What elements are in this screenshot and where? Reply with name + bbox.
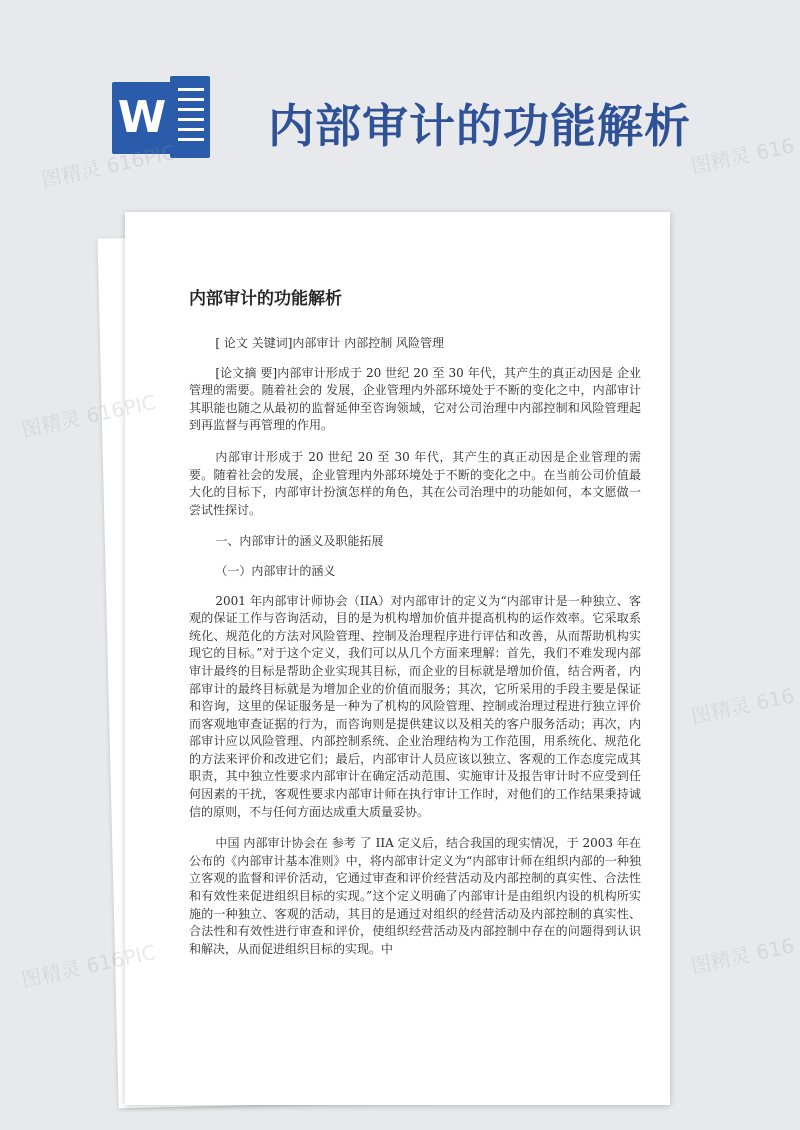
body-paragraph: 中国 内部审计协会在 参考 了 IIA 定义后，结合我国的现实情况，于 2003 年在公布的《内部审计基本准则》中，将内部审计定义为“内部审计师在组织内部的一种独立客观的监督和评价活动，它通过审查和评价经营活动及内部控制的真实性、合法性和有效性来促进组织目标的实现。”这个定义明确了内部审计是由组织内设的机构所实施的一种独立、客观的活动，其目的是通过对组织的经营活动及内部控制的真实性、合法性和有效性进行审查和评价，使组织经营活动及内部控制中存在的问题得到认识和解决，从而促进组织目标的实现。中: [189, 836, 641, 956]
subsection-heading: （一）内部审计的涵义: [215, 563, 336, 578]
body-paragraph: 2001 年内部审计师协会（IIA）对内部审计的定义为“内部审计是一种独立、客观的保证工作与咨询活动，目的是为机构增加价值并提高机构的运作效率。它采取系统化、规范化的方法对风险管理、控制及治理程序进行评估和改善，从而帮助机构实现它的目标。”对于这个定义，我们可以从几个方面来理解：首先，我们不难发现内部审计最终的目标是帮助企业实现其目标，而企业的目标就是增加价值，结合两者，内部审计的最终目标就是为增加企业的价值而服务；其次，它所采用的手段主要是保证和咨询，这里的保证服务是一种为了机构的风险管理、控制或治理过程进行独立评价而客观地审查证据的行为，而咨询则是提供建议以及相关的客户服务活动；再次，内部审计应以风险管理、内部控制系统、企业治理结构为工作范围，用系统化、规范化的方法来评价和改进它们；最后，内部审计人员应该以独立、客观的工作态度完成其职责，其中独立性要求内部审计在确定活动范围、实施审计及报告审计时不应受到任何因素的干扰，客观性要求内部审计师在执行审计工作时，对他们的工作结果秉持诚信的原则，不与任何方面达成重大质量妥协。: [189, 593, 641, 819]
watermark: 图精灵 616PIC: [19, 390, 158, 442]
word-logo-lines: [170, 76, 210, 158]
watermark: 图精灵 616PIC: [39, 140, 178, 192]
page-header: [0, 0, 800, 200]
watermark: 图精灵 616PIC: [19, 940, 158, 992]
keywords-paragraph: [ 论文 关键词]内部审计 内部控制 风险管理: [215, 336, 445, 350]
intro-paragraph: 内部审计形成于 20 世纪 20 至 30 年代，其产生的真正动因是企业管理的需要。随着社会的发展，企业管理内外部环境处于不断的变化之中。在当前公司价值最大化的目标下，内部审计扮演怎样的角色，其在公司治理中的功能如何，本文愿做一尝试性探讨。: [189, 449, 641, 517]
header-title: 内部审计的功能解析: [268, 99, 691, 153]
section-heading: 一、内部审计的涵义及职能拓展: [215, 534, 384, 549]
word-document-icon: [112, 76, 212, 158]
word-logo-letter: W: [112, 82, 172, 154]
watermark: 图精灵 616: [688, 133, 797, 179]
watermark: 图精灵 616: [688, 933, 797, 979]
document-body: [189, 284, 641, 972]
document-title: 内部审计的功能解析: [189, 289, 342, 309]
watermark: 图精灵 616: [688, 683, 797, 729]
abstract-paragraph: [论文摘 要]内部审计形成于 20 世纪 20 至 30 年代，其产生的真正动因是 企业 管理的需要。随着社会的 发展，企业管理内外部环境处于不断的变化之中，内部审计其职能也随之从最初的监督延伸至咨询领域，它对公司治理中内部控制和风险管理起到再监督与再管理的作用。: [189, 365, 641, 433]
